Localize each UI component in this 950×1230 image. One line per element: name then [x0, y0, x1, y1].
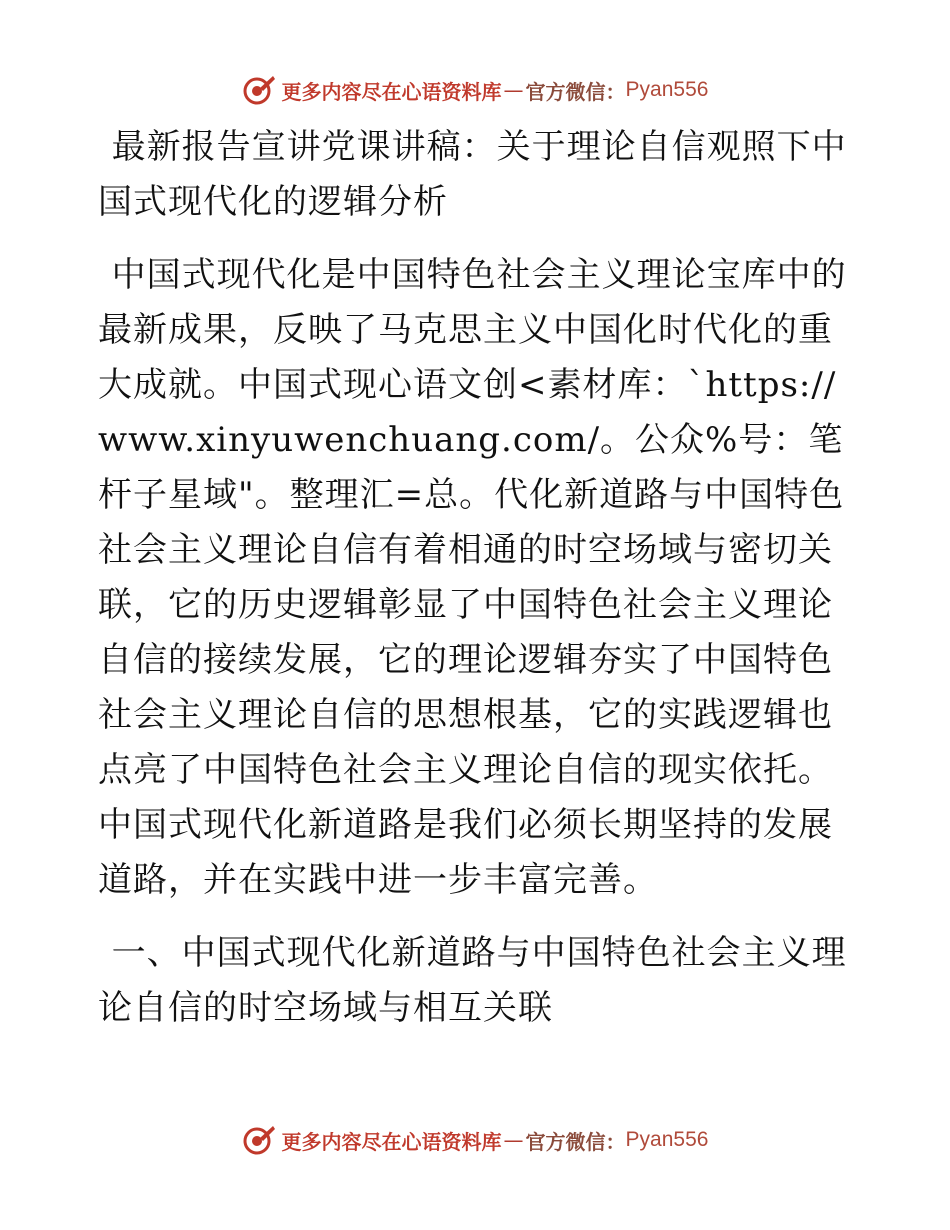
header-banner: [0, 70, 950, 110]
banner-site-name: 更多内容尽在心语资料库: [281, 1129, 502, 1154]
body-paragraph: 中国式现代化是中国特色社会主义理论宝库中的最新成果，反映了马克思主义中国化时代化的重大成就。中国式现心语文创<素材库：`https://www.xinyuwenchuang.com/。公众%号：笔杆子星域"。整理汇=总。代化新道路与中国特色社会主义理论自信有着相通的时空场域与密切关联，它的历史逻辑彰显了中国特色社会主义理论自信的接续发展，它的理论逻辑夯实了中国特色社会主义理论自信的思想根基，它的实践逻辑也点亮了中国特色社会主义理论自信的现实依托。中国式现代化新道路是我们必须长期坚持的发展道路，并在实践中进一步丰富完善。: [98, 255, 847, 900]
banner-site-name: 更多内容尽在心语资料库: [281, 79, 502, 104]
pen-logo-icon: [242, 73, 276, 107]
pen-logo-icon: [242, 1123, 276, 1157]
banner-dash: —: [503, 78, 524, 102]
section-heading: 一、中国式现代化新道路与中国特色社会主义理论自信的时空场域与相互关联: [98, 933, 847, 1028]
banner-wechat-id: Pyan556: [625, 1128, 709, 1151]
document-title: 最新报告宣讲党课讲稿：关于理论自信观照下中国式现代化的逻辑分析: [98, 127, 847, 222]
banner-wechat-label: 官方微信：: [525, 79, 626, 104]
banner-wechat-id: Pyan556: [625, 78, 709, 101]
banner-wechat-label: 官方微信：: [525, 1129, 626, 1154]
banner-dash: —: [503, 1128, 524, 1152]
document-content: [98, 120, 858, 1110]
footer-banner: [0, 1120, 950, 1160]
